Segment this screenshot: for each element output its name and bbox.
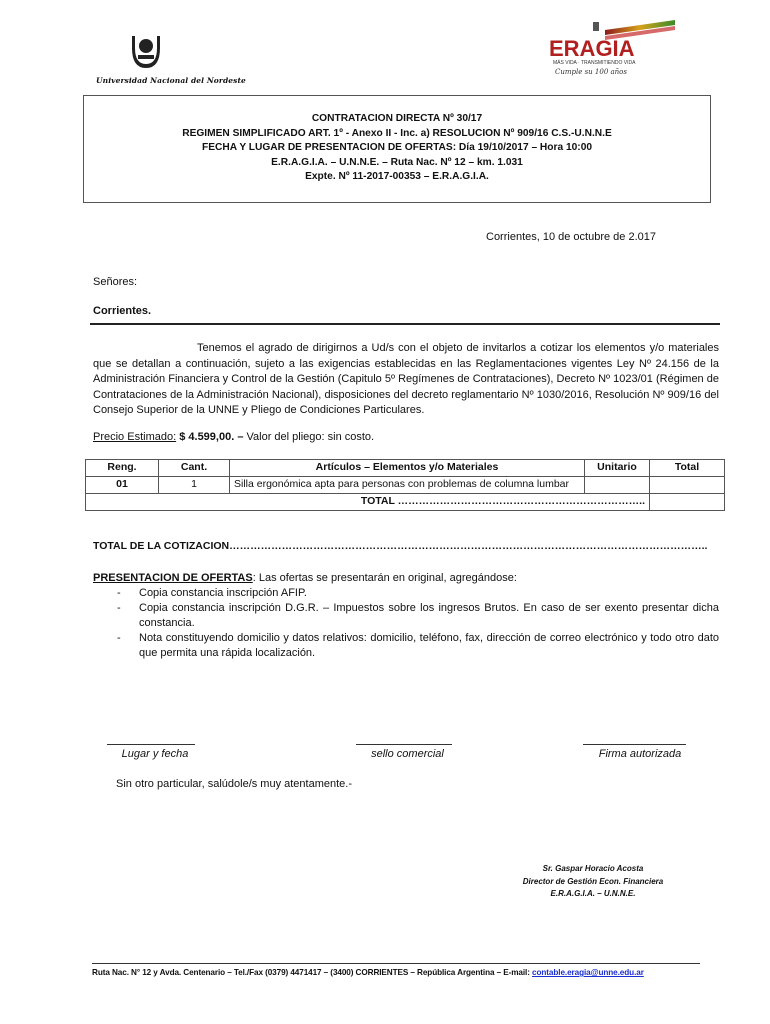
signature-line-firma: [583, 744, 686, 745]
cell-reng: 01: [86, 477, 159, 494]
col-header-total: Total: [650, 460, 725, 477]
eragia-tagline: MÁS VIDA · TRANSMITIENDO VIDA: [553, 60, 636, 66]
total-value: [650, 494, 725, 511]
eragia-name: ERAGIA: [549, 36, 635, 61]
header-fecha: FECHA Y LUGAR DE PRESENTACION DE OFERTAS: Día 19/10/2017 – Hora 10:00: [201, 142, 593, 154]
list-item: - Copia constancia inscripción AFIP.: [117, 587, 307, 599]
header-regimen: REGIMEN SIMPLIFICADO ART. 1º - Anexo II - Inc. a) RESOLUCION Nº 909/16 C.S.-U.N.N.E: [182, 127, 612, 139]
footer-email-link[interactable]: contable.eragia@unne.edu.ar: [532, 968, 644, 977]
estimated-price: [93, 431, 374, 443]
col-header-unitario: Unitario: [585, 460, 650, 477]
unne-name: Universidad Nacional del Nordeste: [96, 76, 246, 85]
signature-line-sello: [356, 744, 452, 745]
divider: [90, 323, 720, 325]
signer-role: Director de Gestión Econ. Financiera: [522, 876, 664, 886]
eragia-emblem-icon: [545, 18, 685, 78]
requirements-list: [93, 586, 719, 661]
presentacion-title: PRESENTACION DE OFERTAS: [93, 572, 253, 584]
unne-logo: [96, 34, 246, 90]
signer-org: E.R.A.G.I.A. – U.N.N.E.: [550, 889, 636, 898]
table-header-row: [86, 460, 725, 477]
letter-date: Corrientes, 10 de octubre de 2.017: [486, 231, 657, 243]
signature-label-firma: Firma autorizada: [598, 748, 682, 760]
table-total-row: [86, 494, 725, 511]
signature-label-sello: sello comercial: [371, 748, 444, 760]
list-item: - Nota constituyendo domicilio y datos relativos: domicilio, teléfono, fax, dirección de correo electrónico y todo otro dato que permita una rápida localización.: [117, 632, 719, 659]
presentacion-intro: : Las ofertas se presentarán en original, agregándose:: [252, 572, 517, 584]
price-label: Precio Estimado:: [93, 431, 177, 443]
total-label: TOTAL ……………………………………………………………..: [86, 494, 650, 511]
cell-articulo: Silla ergonómica apta para personas con problemas de columna lumbar: [230, 477, 585, 494]
footer-divider: [92, 963, 700, 964]
signature-label-lugar: Lugar y fecha: [121, 748, 189, 760]
signature-line-lugar: [107, 744, 195, 745]
cell-cant: 1: [159, 477, 230, 494]
table-row: [86, 477, 725, 494]
eragia-years: Cumple su 100 años: [555, 68, 627, 76]
header-box: [83, 95, 711, 203]
presentacion-section: [93, 571, 719, 661]
header-title: CONTRATACION DIRECTA Nº 30/17: [311, 113, 483, 124]
closing-text: Sin otro particular, salúdole/s muy atentamente.-: [116, 778, 353, 790]
unne-emblem-icon: [126, 34, 166, 74]
list-item: - Copia constancia inscripción D.G.R. – Impuestos sobre los ingresos Brutos. En caso de ser exento presentar dicha constancia.: [117, 602, 719, 629]
signer-name: Sr. Gaspar Horacio Acosta: [542, 864, 644, 873]
header-expediente: Expte. Nº 11-2017-00353 – E.R.A.G.I.A.: [305, 171, 489, 183]
price-amount: $ 4.599,00. –: [179, 431, 244, 443]
recipient-city: Corrientes.: [93, 305, 152, 317]
body-text: Tenemos el agrado de dirigirnos a Ud/s con el objeto de invitarlos a cotizar los elementos y/o materiales que se detallan a continuación, sujeto a las exigencias establecidas en las Reglamentaciones vigentes Ley Nº 24.156 de la Administración Financiera y Control de la Gestión (Capitulo 5º Regímenes de Contrataciones), Decreto Nº 1023/01 (Régimen de Contrataciones de la Administración Nacional), disposiciones del decreto reglamentario Nº 1030/2016, Resolución Nº 909/16 del Consejo Superior de la UNNE y Pliego de Condiciones Particulares.: [93, 342, 719, 416]
header-lugar: E.R.A.G.I.A. – U.N.N.E. – Ruta Nac. Nº 12 – km. 1.031: [271, 156, 523, 168]
cell-total: [650, 477, 725, 494]
price-rest: Valor del pliego: sin costo.: [246, 431, 375, 443]
cell-unitario: [585, 477, 650, 494]
eragia-logo: [545, 18, 685, 78]
col-header-reng: Reng.: [86, 460, 159, 477]
total-cotizacion: TOTAL DE LA COTIZACION………………………………………………………………………………………………………………………..: [93, 540, 708, 552]
col-header-articulos: Artículos – Elementos y/o Materiales: [230, 460, 585, 477]
footer-address: Ruta Nac. N° 12 y Avda. Centenario – Tel./Fax (0379) 4471417 – (3400) CORRIENTES – República Argentina – E-mail:: [92, 968, 533, 977]
items-table: [85, 459, 725, 511]
footer: [92, 968, 644, 977]
body-paragraph: [93, 341, 719, 419]
signer-block: [488, 863, 698, 901]
greeting: Señores:: [93, 276, 138, 288]
col-header-cant: Cant.: [159, 460, 230, 477]
